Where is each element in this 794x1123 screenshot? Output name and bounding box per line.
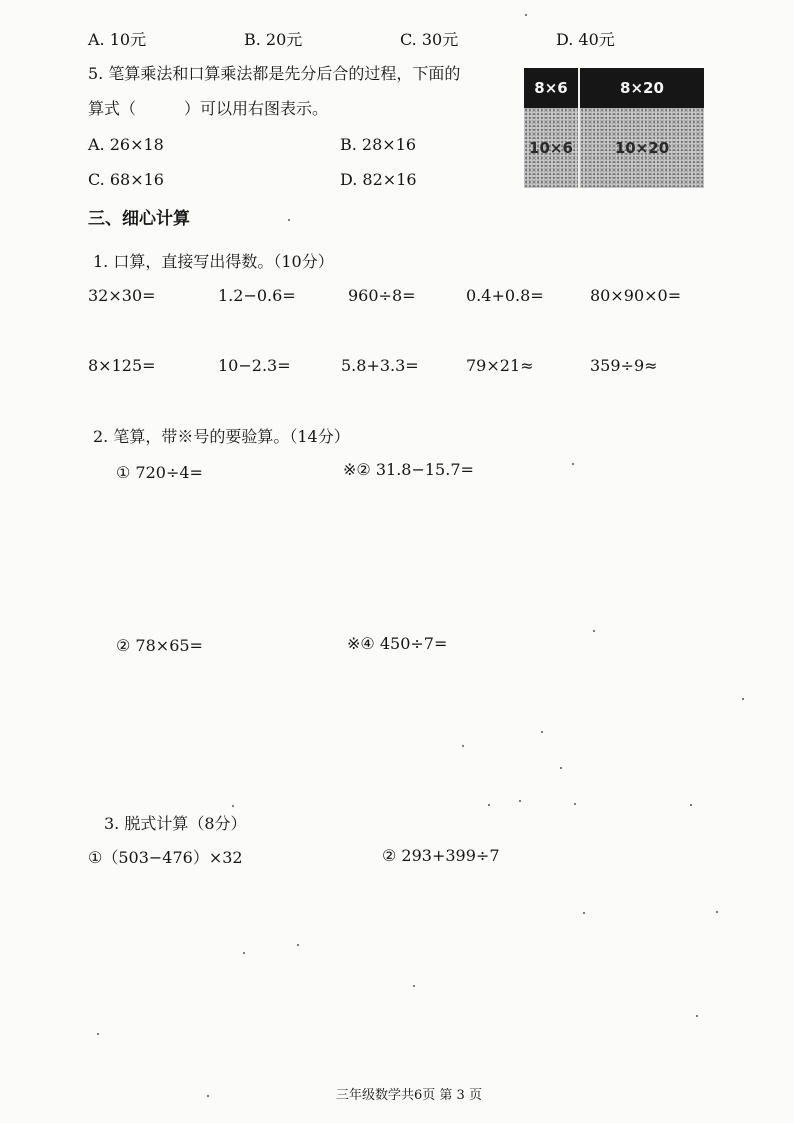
written-calc-4: ※④ 450÷7= — [347, 634, 448, 653]
oral-calc-r2c5: 359÷9≈ — [590, 356, 658, 375]
scan-speck — [288, 219, 290, 221]
q5-option-a: A. 26×18 — [88, 135, 164, 154]
page-footer: 三年级数学共6页 第 3 页 — [336, 1088, 482, 1103]
oral-calc-r2c3: 5.8+3.3= — [341, 356, 419, 375]
diagram-cell-top-left: 8×6 — [524, 68, 578, 108]
scan-speck — [243, 952, 245, 954]
diagram-cell-bottom-left: 10×6 — [524, 108, 578, 188]
scan-speck — [690, 804, 692, 806]
part1-title: 1. 口算，直接写出得数。（10分） — [93, 252, 334, 271]
scan-speck — [574, 803, 576, 805]
oral-calc-r1c5: 80×90×0= — [590, 286, 682, 305]
written-calc-1: ① 720÷4= — [116, 463, 203, 482]
oral-calc-r1c4: 0.4+0.8= — [466, 286, 544, 305]
scan-speck — [97, 1033, 99, 1035]
scan-speck — [716, 911, 718, 913]
oral-calc-r1c2: 1.2−0.6= — [218, 286, 296, 305]
q5-option-b: B. 28×16 — [340, 135, 417, 154]
written-calc-2: ※② 31.8−15.7= — [343, 460, 474, 479]
q5-stem-line2: 算式（ ）可以用右图表示。 — [88, 99, 329, 118]
q4-option-b: B. 20元 — [244, 30, 303, 49]
section-title: 三、细心计算 — [88, 209, 190, 229]
oral-calc-r2c2: 10−2.3= — [218, 356, 291, 375]
written-calc-3: ② 78×65= — [116, 636, 203, 655]
scan-speck — [572, 463, 574, 465]
scan-speck — [696, 1015, 698, 1017]
scan-speck — [560, 767, 562, 769]
part2-title: 2. 笔算，带※号的要验算。（14分） — [93, 427, 350, 446]
q5-option-d: D. 82×16 — [340, 170, 417, 189]
part3-title: 3. 脱式计算（8分） — [104, 814, 247, 833]
stepwise-calc-2: ② 293+399÷7 — [382, 846, 500, 865]
q5-stem-line1: 5. 笔算乘法和口算乘法都是先分后合的过程，下面的 — [88, 64, 461, 83]
q5-option-c: C. 68×16 — [88, 170, 164, 189]
diagram-cell-top-right: 8×20 — [580, 68, 704, 108]
diagram-cell-bottom-right: 10×20 — [580, 108, 704, 188]
oral-calc-r1c3: 960÷8= — [348, 286, 416, 305]
q4-option-c: C. 30元 — [400, 30, 459, 49]
scan-speck — [413, 985, 415, 987]
area-model-diagram — [524, 68, 704, 188]
oral-calc-r2c4: 79×21≈ — [466, 356, 534, 375]
scan-speck — [488, 804, 490, 806]
scan-speck — [232, 805, 234, 807]
scan-speck — [593, 630, 595, 632]
q4-option-a: A. 10元 — [88, 30, 147, 49]
scan-speck — [207, 1095, 209, 1097]
q4-option-d: D. 40元 — [556, 30, 615, 49]
scan-speck — [583, 912, 585, 914]
oral-calc-r2c1: 8×125= — [88, 356, 156, 375]
scan-speck — [541, 731, 543, 733]
scan-speck — [297, 944, 299, 946]
scan-speck — [742, 698, 744, 700]
oral-calc-r1c1: 32×30= — [88, 286, 156, 305]
scan-speck — [462, 745, 464, 747]
stepwise-calc-1: ①（503−476）×32 — [88, 848, 243, 867]
scan-speck — [519, 800, 521, 802]
diagram-divider — [578, 68, 580, 188]
scan-speck — [525, 14, 527, 16]
